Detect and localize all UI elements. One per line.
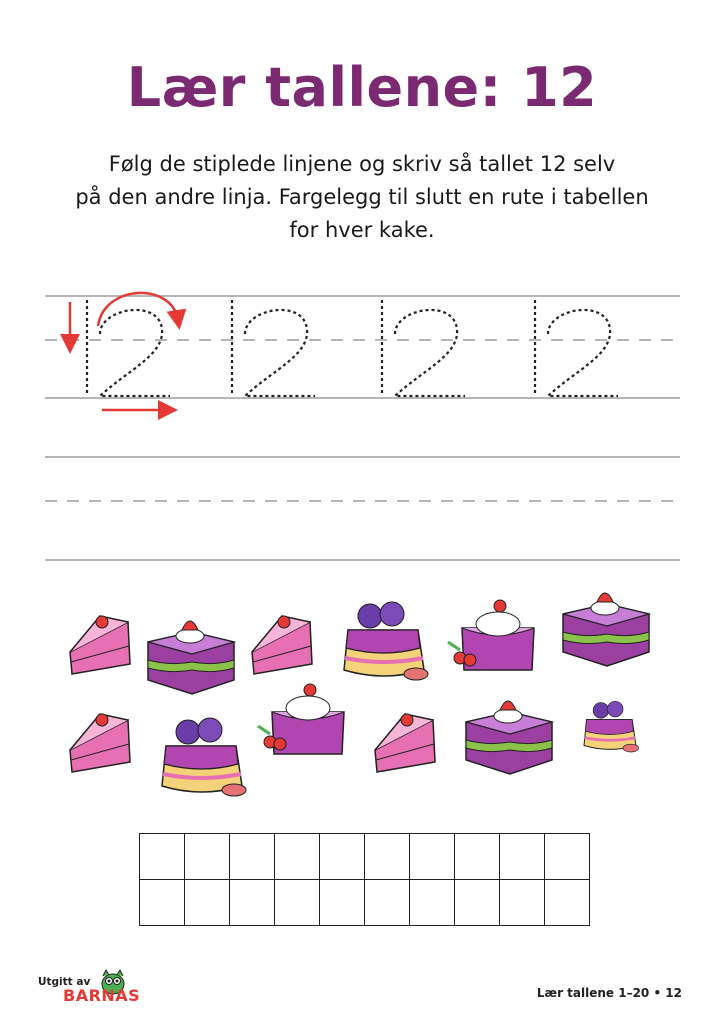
dotted-12-digits: [87, 300, 618, 396]
instruction-line-3: for hver kake.: [289, 218, 435, 242]
pudding-cake-berries-icon: [162, 718, 246, 796]
tally-cell[interactable]: [455, 880, 500, 926]
tally-table: [139, 833, 590, 926]
tally-cell[interactable]: [455, 834, 500, 880]
cake-slice-icon: [70, 616, 130, 674]
cakes: [70, 593, 649, 796]
tally-cell[interactable]: [320, 834, 365, 880]
tally-cell[interactable]: [230, 880, 275, 926]
tally-row: [140, 834, 590, 880]
instruction-line-1: Følg de stiplede linjene og skriv så tallet 12 selv: [108, 152, 616, 176]
dotted-digit: [87, 300, 170, 396]
tally-cell[interactable]: [140, 880, 185, 926]
page-footer-label: Lær tallene 1–20 • 12: [536, 986, 682, 1000]
heart-jelly-cake-icon: [258, 684, 344, 754]
square-cake-strawberry-icon: [563, 593, 649, 666]
tally-cell[interactable]: [545, 834, 590, 880]
tally-cell[interactable]: [365, 880, 410, 926]
tally-cell[interactable]: [500, 880, 545, 926]
dotted-digit: [535, 300, 618, 396]
tally-cell[interactable]: [320, 880, 365, 926]
tally-cell[interactable]: [275, 834, 320, 880]
pudding-cake-berries-icon: [584, 701, 639, 752]
tally-row: [140, 880, 590, 926]
tally-cell[interactable]: [230, 834, 275, 880]
writing-lines[interactable]: [45, 457, 680, 560]
tally-cell[interactable]: [140, 834, 185, 880]
dotted-digit: [232, 300, 315, 396]
heart-jelly-cake-icon: [448, 600, 534, 670]
square-cake-strawberry-icon: [148, 621, 234, 694]
tally-cell[interactable]: [410, 880, 455, 926]
tally-cell[interactable]: [185, 834, 230, 880]
tally-cell[interactable]: [545, 880, 590, 926]
pudding-cake-berries-icon: [344, 602, 428, 680]
dotted-digit: [382, 300, 465, 396]
tracing-lines: [45, 296, 680, 398]
tally-cell[interactable]: [365, 834, 410, 880]
cake-slice-icon: [70, 714, 130, 772]
page-title: Lær tallene: 12: [126, 56, 598, 119]
tally-cell[interactable]: [275, 880, 320, 926]
tally-cell[interactable]: [500, 834, 545, 880]
cake-slice-icon: [252, 616, 312, 674]
cake-slice-icon: [375, 714, 435, 772]
instruction-line-2: på den andre linja. Fargelegg til slutt en rute i tabellen: [75, 185, 649, 209]
tally-cell[interactable]: [185, 880, 230, 926]
square-cake-strawberry-icon: [466, 701, 552, 774]
brand-name: BARNAS: [63, 986, 141, 1005]
tally-cell[interactable]: [410, 834, 455, 880]
publisher-label: Utgitt av: [38, 976, 91, 988]
